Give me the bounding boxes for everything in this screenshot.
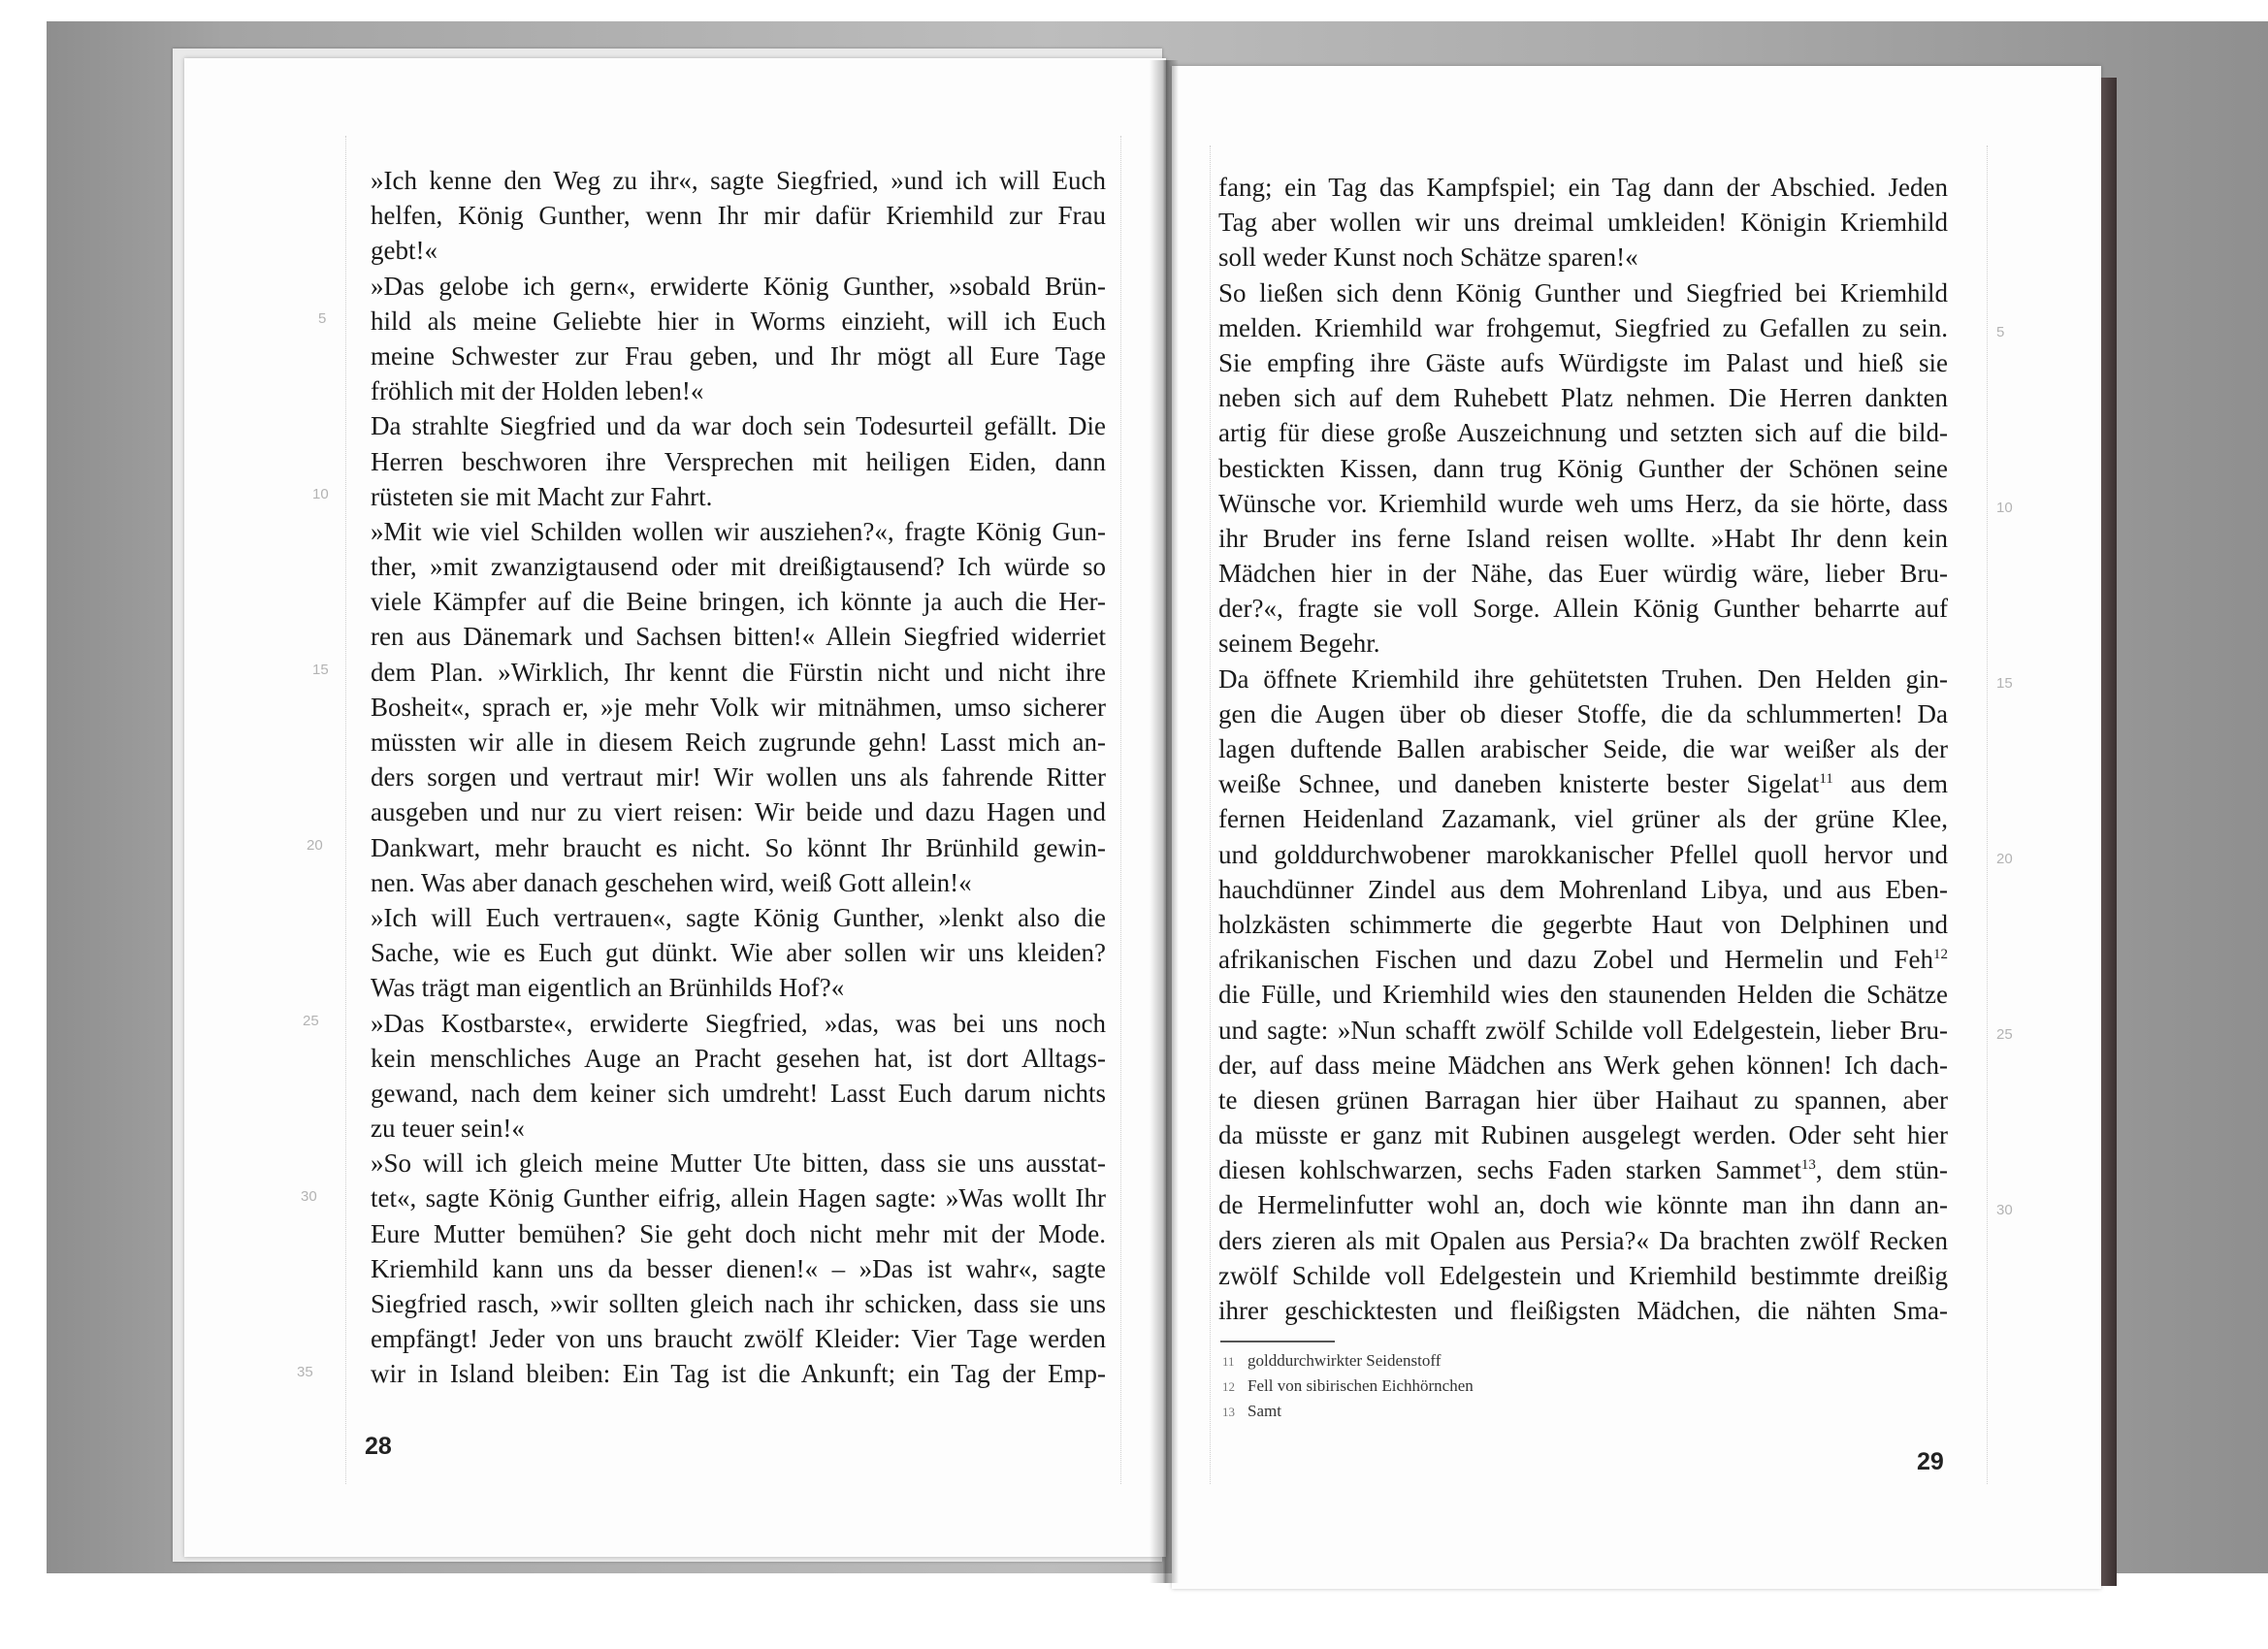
text-line	[1218, 1152, 1948, 1187]
text-line: Bosheit«, sprach er, »je mehr Volk wir mitnähmen, umso sicherer	[371, 692, 1106, 722]
margin-guide	[345, 136, 346, 1484]
text-line: die Fülle, und Kriemhild wies den staunenden Helden die Schätze	[1218, 980, 1948, 1010]
line-number: 20	[307, 837, 323, 854]
text-line: ausgeben und nur zu viert reisen: Wir beide und dazu Hagen und	[371, 797, 1106, 827]
footnote-rule	[1220, 1341, 1335, 1342]
text-line: rüsteten sie mit Macht zur Fahrt.	[371, 481, 713, 511]
text-line: tet«, sagte König Gunther eifrig, allein Hagen sagte: »Was wollt Ihr	[371, 1183, 1106, 1213]
text-line: nen. Was aber danach geschehen wird, weiß Gott allein!«	[371, 867, 972, 897]
text-fragment: diesen kohlschwarzen, sechs Faden starken Sammet	[1218, 1155, 1801, 1185]
text-line: ihr Bruder ins ferne Island reisen wollte. »Habt Ihr denn kein	[1218, 523, 1948, 553]
text-line: Eure Mutter bemühen? Sie geht doch nicht mehr mit der Mode.	[371, 1218, 1106, 1248]
line-number: 15	[312, 662, 329, 678]
text-line: »Das gelobe ich gern«, erwiderte König Gunther, »sobald Brün-	[371, 271, 1106, 301]
line-number: 15	[1996, 675, 2013, 692]
text-line: kein menschliches Auge an Pracht gesehen hat, ist dort Alltags-	[371, 1043, 1106, 1073]
line-number: 10	[1996, 500, 2013, 516]
line-number: 10	[312, 486, 329, 502]
text-line: Da strahlte Siegfried und da war doch sein Todesurteil gefällt. Die	[371, 411, 1106, 441]
footnote	[1222, 1348, 1727, 1374]
text-line: hild als meine Geliebte hier in Worms einzieht, will ich Euch	[371, 306, 1106, 336]
text-fragment: aus dem	[1832, 769, 1948, 799]
left-page-text	[371, 163, 1106, 1392]
line-number: 5	[318, 310, 327, 327]
book-cover-edge	[2101, 78, 2117, 1586]
text-line: da müsste er ganz mit Rubinen ausgelegt werden. Oder seht hier	[1218, 1120, 1948, 1150]
text-line: soll weder Kunst noch Schätze sparen!«	[1218, 242, 1638, 273]
text-line: artig für diese große Auszeichnung und setzten sich auf die bild-	[1218, 418, 1948, 448]
text-line: hauchdünner Zindel aus dem Mohrenland Libya, und aus Eben-	[1218, 874, 1948, 904]
text-line: der?«, fragte sie voll Sorge. Allein König Gunther beharrte auf	[1218, 594, 1948, 624]
text-line: meine Schwester zur Frau geben, und Ihr mögt all Eure Tage	[371, 340, 1106, 371]
footnote-ref: 12	[1933, 947, 1948, 963]
text-line: viele Kämpfer auf die Beine bringen, ich könnte ja auch die Her-	[371, 587, 1106, 617]
footnote	[1222, 1399, 1727, 1424]
text-line: zwölf Schilde voll Edelgestein und Kriemhild bestimmte dreißig	[1218, 1260, 1948, 1290]
text-line	[1218, 942, 1948, 977]
text-line: seinem Begehr.	[1218, 629, 1380, 659]
text-line: »So will ich gleich meine Mutter Ute bitten, dass sie uns ausstat-	[371, 1148, 1106, 1179]
text-line: zu teuer sein!«	[371, 1114, 525, 1144]
text-line: ders zieren als mit Opalen aus Persia?« Da brachten zwölf Recken	[1218, 1225, 1948, 1255]
text-line: Sie empfing ihre Gäste aufs Würdigste im Palast und hieß sie	[1218, 347, 1948, 377]
line-number: 30	[301, 1188, 317, 1205]
text-line: Sache, wie es Euch gut dünkt. Wie aber sollen wir uns kleiden?	[371, 938, 1106, 968]
margin-guide	[1987, 146, 1988, 1484]
text-line: ihrer geschicktesten und fleißigsten Mädchen, die nähten Sma-	[1218, 1296, 1948, 1325]
text-fragment: weiße Schnee, und daneben knisterte bester Sigelat	[1218, 769, 1820, 799]
text-line: melden. Kriemhild war frohgemut, Siegfried zu Gefallen zu sein.	[1218, 312, 1948, 342]
text-line: fang; ein Tag das Kampfspiel; ein Tag dann der Abschied. Jeden	[1218, 173, 1948, 202]
text-line: »Das Kostbarste«, erwiderte Siegfried, »das, was bei uns noch	[371, 1008, 1106, 1038]
text-line: Da öffnete Kriemhild ihre gehütetsten Truhen. Den Helden gin-	[1218, 663, 1948, 694]
text-line: Wünsche vor. Kriemhild wurde weh ums Herz, da sie hörte, dass	[1218, 488, 1948, 518]
line-number: 20	[1996, 851, 2013, 867]
text-line: »Ich will Euch vertrauen«, sagte König Gunther, »lenkt also die	[371, 902, 1106, 932]
text-line: Kriemhild kann uns da besser dienen!« – »Das ist wahr«, sagte	[371, 1253, 1106, 1283]
text-line: te diesen grünen Barragan hier über Haihaut zu spannen, aber	[1218, 1084, 1948, 1115]
text-line: müssten wir alle in diesem Reich zugrunde gehn! Lasst mich an-	[371, 728, 1106, 757]
text-line: holzkästen schimmerte die gegerbte Haut von Delphinen und	[1218, 909, 1948, 939]
margin-guide	[1210, 146, 1211, 1484]
text-line: So ließen sich denn König Gunther und Siegfried bei Kriemhild	[1218, 277, 1948, 307]
text-line: »Ich kenne den Weg zu ihr«, sagte Siegfried, »und ich will Euch	[371, 166, 1106, 195]
footnote-ref: 13	[1800, 1157, 1816, 1174]
text-line: Tag aber wollen wir uns dreimal umkleiden! Königin Kriemhild	[1218, 208, 1948, 238]
text-line: Herren beschworen ihre Versprechen mit heiligen Eiden, dann	[371, 446, 1106, 476]
footnote-text: golddurchwirkter Seidenstoff	[1247, 1351, 1442, 1370]
footnotes	[1222, 1348, 1727, 1424]
page-number: 29	[1917, 1448, 1944, 1475]
text-line: Dankwart, mehr braucht es nicht. So könnt Ihr Brünhild gewin-	[371, 832, 1106, 862]
footnote-text: Samt	[1247, 1402, 1281, 1420]
text-line: lagen duftende Ballen arabischer Seide, die war weißer als der	[1218, 734, 1948, 763]
footnote-text: Fell von sibirischen Eichhörnchen	[1247, 1376, 1474, 1395]
text-line: Mädchen hier in der Nähe, das Euer würdig wäre, lieber Bru-	[1218, 559, 1948, 589]
text-line: Was trägt man eigentlich an Brünhilds Hof?«	[371, 973, 845, 1003]
footnote-number: 13	[1222, 1405, 1235, 1419]
page-number: 28	[365, 1433, 392, 1460]
line-number: 5	[1996, 324, 2005, 340]
book-gutter	[1150, 60, 1179, 1583]
footnote-number: 11	[1222, 1354, 1235, 1369]
footnote-number: 12	[1222, 1379, 1235, 1394]
text-line: bestickten Kissen, dann trug König Gunther der Schönen seine	[1218, 453, 1948, 483]
text-line: gen die Augen über ob dieser Stoffe, die da schlummerten! Da	[1218, 698, 1948, 728]
text-line: und golddurchwobener marokkanischer Pfellel quoll hervor und	[1218, 839, 1948, 869]
margin-guide	[1120, 136, 1121, 1484]
text-line: »Mit wie viel Schilden wollen wir ausziehen?«, fragte König Gun-	[371, 516, 1106, 546]
text-line: ders sorgen und vertraut mir! Wir wollen uns als fahrende Ritter	[371, 762, 1106, 792]
line-number: 25	[1996, 1026, 2013, 1043]
text-line: wir in Island bleiben: Ein Tag ist die Ankunft; ein Tag der Emp-	[371, 1359, 1106, 1389]
text-line: und sagte: »Nun schafft zwölf Schilde voll Edelgestein, lieber Bru-	[1218, 1015, 1948, 1045]
text-line: dem Plan. »Wirklich, Ihr kennt die Fürstin nicht und nicht ihre	[371, 657, 1106, 687]
text-line: ther, »mit zwanzigtausend oder mit dreißigtausend? Ich würde so	[371, 552, 1106, 582]
footnote-ref: 11	[1819, 771, 1833, 788]
text-line: fröhlich mit der Holden leben!«	[371, 376, 704, 406]
line-number: 35	[297, 1364, 313, 1380]
text-line: Siegfried rasch, »wir sollten gleich nach ihr schicken, dass sie uns	[371, 1289, 1106, 1318]
text-line: gewand, nach dem keiner sich umdreht! Lasst Euch darum nichts	[371, 1078, 1106, 1108]
text-line: gebt!«	[371, 236, 437, 266]
line-number: 30	[1996, 1202, 2013, 1218]
text-fragment: afrikanischen Fischen und dazu Zobel und Hermelin und Feh	[1218, 945, 1933, 975]
text-line: neben sich auf dem Ruhebett Platz nehmen. Die Herren dankten	[1218, 383, 1948, 413]
text-line: ren aus Dänemark und Sachsen bitten!« Allein Siegfried widerriet	[371, 622, 1106, 652]
right-page-text	[1218, 170, 1948, 1328]
text-line: de Hermelinfutter wohl an, doch wie könnte man ihn dann an-	[1218, 1190, 1948, 1220]
text-line: fernen Heidenland Zazamank, viel grüner als der grüne Klee,	[1218, 804, 1948, 834]
footnote	[1222, 1374, 1727, 1399]
text-fragment: , dem stün-	[1815, 1155, 1948, 1185]
text-line: empfängt! Jeder von uns braucht zwölf Kleider: Vier Tage werden	[371, 1324, 1106, 1354]
text-line	[1218, 766, 1948, 801]
text-line: helfen, König Gunther, wenn Ihr mir dafür Kriemhild zur Frau	[371, 201, 1106, 231]
line-number: 25	[303, 1013, 319, 1029]
text-line: der, auf dass meine Mädchen ans Werk gehen können! Ich dach-	[1218, 1050, 1948, 1080]
